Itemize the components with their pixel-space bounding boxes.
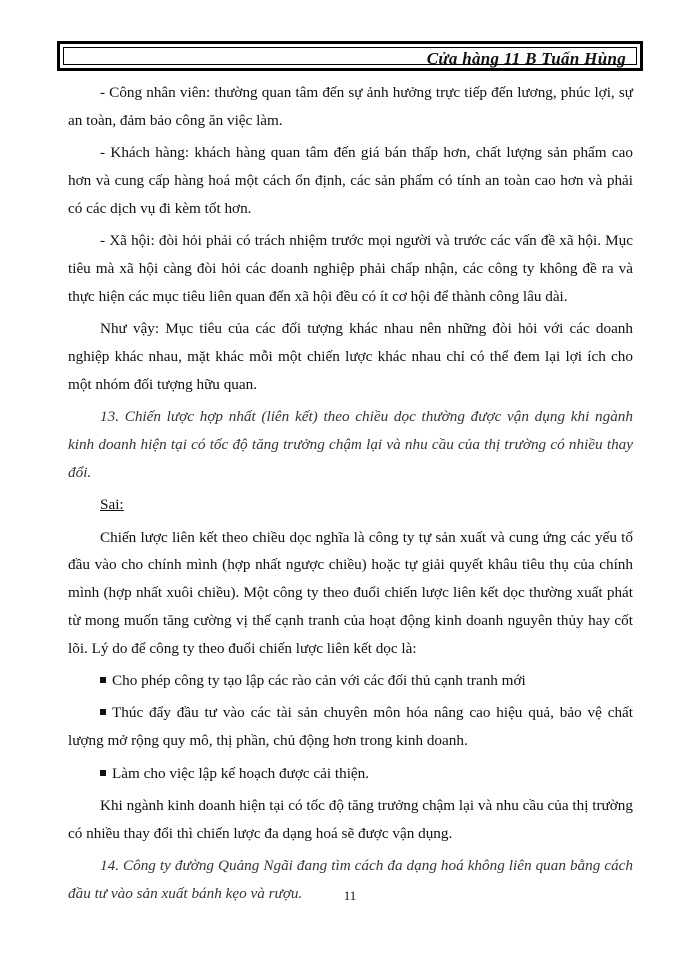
bullet-item-text: Thúc đẩy đầu tư vào các tài sản chuyên môn hóa nâng cao hiệu quả, bảo vệ chất lượng mở rộng quy mô, thị phần, chủ động hơn trong kinh doanh. bbox=[68, 704, 633, 750]
paragraph-diversification: Khi ngành kinh doanh hiện tại có tốc độ tăng trưởng chậm lại và nhu cầu của thị trường có nhiều thay đổi thì chiến lược đa dạng hoá sẽ được vận dụng. bbox=[68, 797, 633, 842]
paragraph-employees: - Công nhân viên: thường quan tâm đến sự ảnh hưởng trực tiếp đến lương, phúc lợi, sự an toàn, đảm bảo công ăn việc làm. bbox=[68, 84, 633, 129]
bullet-item-barriers bbox=[68, 667, 633, 695]
bullet-item-investment bbox=[68, 699, 633, 755]
paragraph-conclusion: Như vậy: Mục tiêu của các đối tượng khác nhau nên những đòi hỏi với các doanh nghiệp khác nhau, mặt khác mỗi một chiến lược khác nhau chỉ có thể đem lại lợi ích cho một nhóm đối tượng hữu quan. bbox=[68, 320, 633, 393]
question-13: 13. Chiến lược hợp nhất (liên kết) theo chiều dọc thường được vận dụng khi ngành kinh doanh hiện tại có tốc độ tăng trưởng chậm lại và nhu cầu của thị trường có nhiều thay đổi. bbox=[68, 408, 633, 481]
document-body bbox=[68, 79, 633, 912]
bullet-item-text: Cho phép công ty tạo lập các rào cản với các đối thủ cạnh tranh mới bbox=[112, 672, 526, 690]
answer-label-paragraph bbox=[68, 491, 633, 519]
page-header-title: Cửa hàng 11 B Tuấn Hùng bbox=[426, 49, 626, 68]
paragraph-customers: - Khách hàng: khách hàng quan tâm đến giá bán thấp hơn, chất lượng sản phẩm cao hơn và cung cấp hàng hoá một cách ổn định, các sản phẩm có tính an toàn cao hơn và phải có các dịch vụ đi kèm tốt hơn. bbox=[68, 144, 633, 217]
answer-label: Sai: bbox=[100, 496, 124, 514]
square-bullet-icon bbox=[100, 770, 106, 776]
page-number: 11 bbox=[343, 888, 357, 903]
question-14: 14. Công ty đường Quảng Ngãi đang tìm cách đa dạng hoá không liên quan bằng cách đầu tư vào sản xuất bánh kẹo và rượu. bbox=[68, 857, 633, 903]
page-header-inner-frame bbox=[63, 47, 637, 68]
square-bullet-icon bbox=[100, 677, 106, 683]
bullet-item-text: Làm cho việc lập kế hoạch được cải thiện. bbox=[112, 764, 370, 782]
page-header-frame bbox=[57, 41, 643, 71]
paragraph-vertical-integration: Chiến lược liên kết theo chiều dọc nghĩa là công ty tự sản xuất và cung ứng các yếu tố đầu vào cho chính mình (hợp nhất ngược chiều) hoặc tự giải quyết khâu tiêu thụ của chính mình (hợp nhất xuôi chiều). Một công ty theo đuổi chiến lược liên kết dọc thường xuất phát từ mong muốn tăng cường vị thế cạnh tranh của hoạt động kinh doanh nguyên thủy hay cốt lõi. Lý do để công ty theo đuổi chiến lược liên kết dọc là: bbox=[68, 528, 633, 657]
bullet-item-planning bbox=[68, 760, 633, 788]
paragraph-society: - Xã hội: đòi hỏi phải có trách nhiệm trước mọi người và trước các vấn đề xã hội. Mục tiêu mà xã hội càng đòi hỏi các doanh nghiệp phải chấp nhận, các công ty không đề ra và thực hiện các mục tiêu liên quan đến xã hội đều có ít cơ hội để thành công lâu dài. bbox=[68, 232, 633, 305]
square-bullet-icon bbox=[100, 709, 106, 715]
